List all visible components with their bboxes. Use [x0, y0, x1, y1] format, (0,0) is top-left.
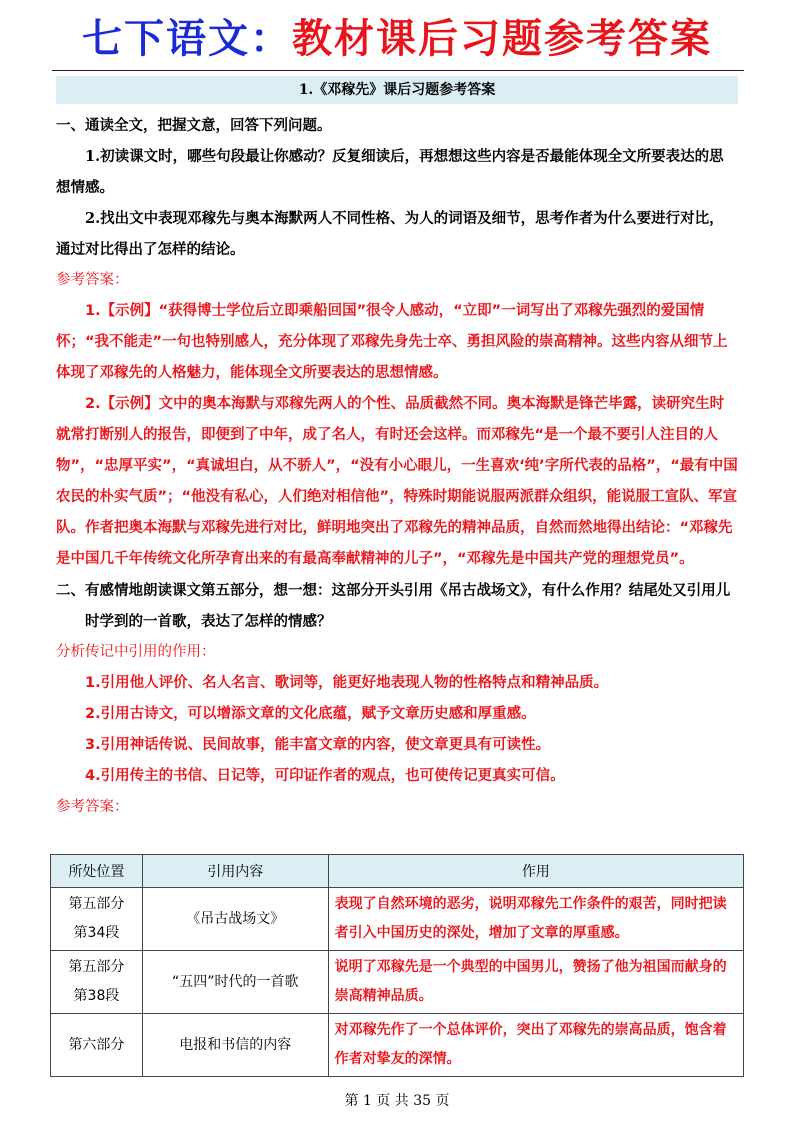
answer-2: 2.【示例】文中的奥本海默与邓稼先两人的个性、品质截然不同。奥本海默是锋芒毕露，读研究生时就常打断别人的报告，即便到了中年，成了名人，有时还会这样。而邓稼先“是一个最不要引人注目的人物”，“忠厚平实”，“真诚坦白，从不骄人”，“没有小心眼儿，一生喜欢‘纯’字所代表的品格”，“最有中国农民的朴实气质”；“他没有私心，人们绝对相信他”，特殊时期能说服两派群众组织，能说服工宣队、军宣队。作者把奥本海默与邓稼先进行对比，鲜明地突出了邓稼先的精神品质，自然而然地得出结论：“邓稼先是中国几千年传统文化所孕育出来的有最高奉献精神的儿子”，“邓稼先是中国共产党的理想党员”。: [56, 396, 738, 567]
answer-table: [50, 854, 744, 1077]
row-position: [51, 951, 143, 1014]
section2-heading: 二、有感情地朗读课文第五部分，想一想：这部分开头引用《吊古战场文》，有什么作用？结尾处又引用儿时学到的一首歌，表达了怎样的情感？: [56, 582, 731, 630]
analysis-label: 分析传记中引用的作用：: [56, 644, 216, 660]
row-content: 《吊古战场文》: [142, 888, 328, 951]
position-para: 第34段: [73, 925, 120, 941]
table-header-content: 引用内容: [142, 855, 328, 888]
title-part1: 七下语文：: [82, 16, 292, 62]
page-number: 第 1 页 共 35 页: [344, 1093, 450, 1109]
table-header-position: 所处位置: [51, 855, 143, 888]
position-para: 第38段: [73, 988, 120, 1004]
table-row: [51, 888, 744, 951]
table-row: [51, 951, 744, 1014]
row-effect: 对邓稼先作了一个总体评价，突出了邓稼先的崇高品质，饱含着作者对挚友的深情。: [328, 1014, 743, 1077]
analysis-point-4: 4.引用传主的书信、日记等，可印证作者的观点，也可使传记更真实可信。: [85, 768, 565, 784]
question-1: 1.初读课文时，哪些句段最让你感动？反复细读后，再想想这些内容是否最能体现全文所要表达的思想情感。: [56, 148, 724, 196]
row-effect: 说明了邓稼先是一个典型的中国男儿，赞扬了他为祖国而献身的崇高精神品质。: [328, 951, 743, 1014]
row-position: [51, 888, 143, 951]
position-part: 第五部分: [68, 896, 125, 912]
title-divider: [52, 70, 744, 71]
position-part: 第五部分: [68, 959, 125, 975]
answer-1: 1.【示例】“获得博士学位后立即乘船回国”很令人感动，“立即”一词写出了邓稼先强烈的爱国情怀；“我不能走”一句也特别感人，充分体现了邓稼先身先士卒、勇担风险的崇高精神。这些内容从细节上体现了邓稼先的人格魅力，能体现全文所要表达的思想情感。: [56, 303, 728, 381]
row-content: 电报和书信的内容: [142, 1014, 328, 1077]
table-header-effect: 作用: [328, 855, 743, 888]
row-content: “五四”时代的一首歌: [142, 951, 328, 1014]
lesson-banner: 1.《邓稼先》课后习题参考答案: [56, 76, 738, 104]
row-position: 第六部分: [51, 1014, 143, 1077]
analysis-point-1: 1.引用他人评价、名人名言、歌词等，能更好地表现人物的性格特点和精神品质。: [85, 675, 609, 691]
table-header-row: [51, 855, 744, 888]
analysis-point-2: 2.引用古诗文，可以增添文章的文化底蕴，赋予文章历史感和厚重感。: [85, 706, 536, 722]
title-part2: 教材课后习题参考答案: [292, 16, 712, 62]
question-2: 2.找出文中表现邓稼先与奥本海默两人不同性格、为人的词语及细节，思考作者为什么要进行对比，通过对比得出了怎样的结论。: [56, 210, 724, 258]
section1-heading: 一、通读全文，把握文意，回答下列问题。: [56, 117, 332, 134]
main-content: [56, 110, 738, 823]
analysis-point-3: 3.引用神话传说、民间故事，能丰富文章的内容，使文章更具有可读性。: [85, 737, 551, 753]
answer-label-2: 参考答案：: [56, 799, 129, 815]
page-title: [0, 14, 794, 64]
table-row: [51, 1014, 744, 1077]
answer-label-1: 参考答案：: [56, 272, 129, 288]
row-effect: 表现了自然环境的恶劣，说明邓稼先工作条件的艰苦，同时把读者引入中国历史的深处，增加了文章的厚重感。: [328, 888, 743, 951]
